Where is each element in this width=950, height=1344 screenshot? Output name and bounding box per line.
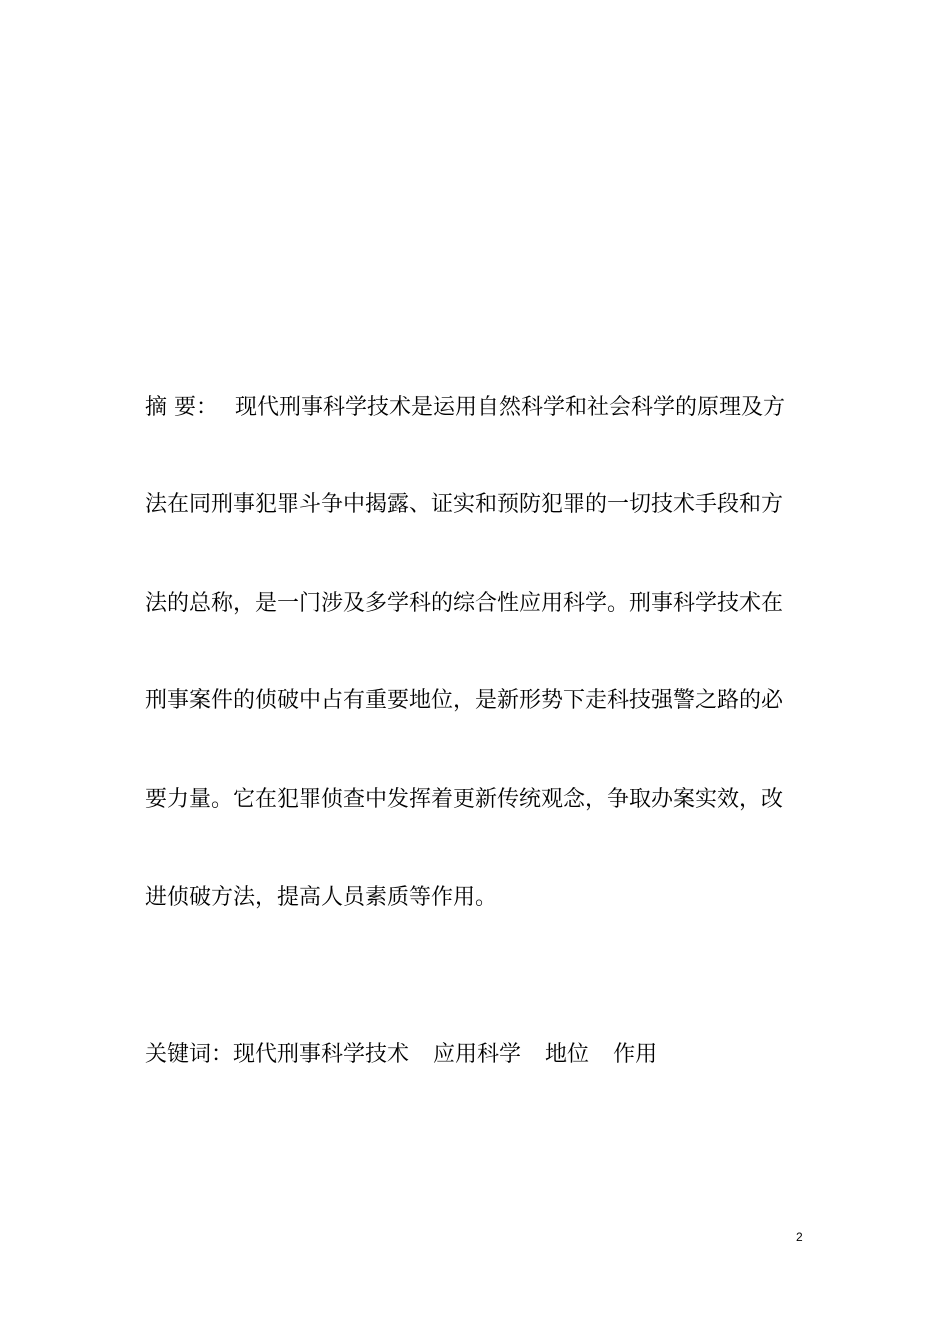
abstract-line-4: 刑事案件的侦破中占有重要地位，是新形势下走科技强警之路的必	[145, 688, 784, 713]
keyword-4: 作用	[613, 1042, 658, 1067]
abstract-line-5: 要力量。它在犯罪侦查中发挥着更新传统观念，争取办案实效，改	[145, 787, 784, 812]
keyword-3: 地位	[545, 1042, 590, 1067]
abstract-line-6: 进侦破方法，提高人员素质等作用。	[145, 885, 498, 910]
keyword-2: 应用科学	[433, 1042, 522, 1067]
abstract-line-3: 法的总称，是一门涉及多学科的综合性应用科学。刑事科学技术在	[145, 591, 784, 616]
abstract-line-2: 法在同刑事犯罪斗争中揭露、证实和预防犯罪的一切技术手段和方	[145, 492, 784, 517]
abstract-line-1	[145, 394, 785, 422]
keywords-label: 关键词：	[145, 1042, 234, 1067]
keyword-1: 现代刑事科学技术	[233, 1042, 410, 1067]
keywords-line	[145, 1041, 657, 1069]
abstract-text-1: 现代刑事科学技术是运用自然科学和社会科学的原理及方	[235, 395, 786, 420]
abstract-label: 摘 要：	[145, 395, 218, 420]
page-number: 2	[796, 1230, 803, 1244]
